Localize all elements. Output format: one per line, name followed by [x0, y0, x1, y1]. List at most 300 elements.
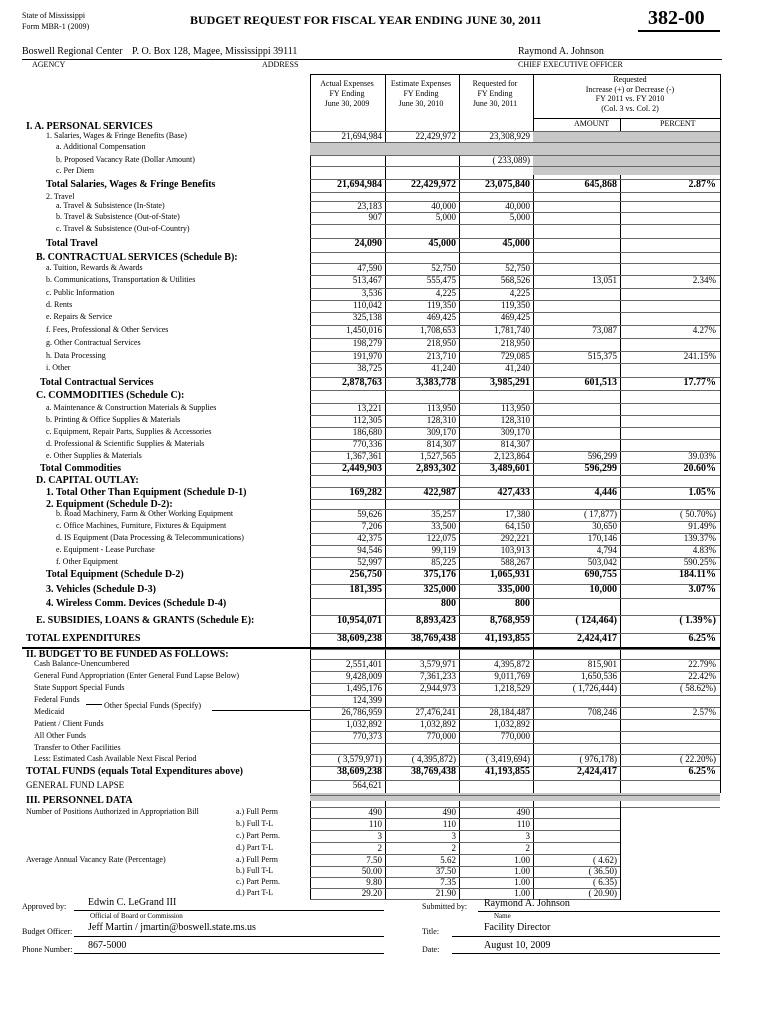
name-label: Name: [494, 912, 511, 920]
personnel-value: 21.90: [435, 888, 456, 898]
personnel-value: ( 4.62): [593, 855, 617, 865]
row-value: 2,449,903: [342, 463, 382, 474]
row-value: ( 22.20%): [680, 754, 716, 764]
row-value: 33,500: [431, 521, 456, 531]
row-value: 770,000: [426, 731, 456, 741]
row-value: 110,042: [353, 300, 382, 310]
row-value: 45,000: [428, 238, 456, 249]
row-value: 27,476,241: [415, 707, 456, 717]
personnel-value: ( 36.50): [588, 866, 617, 876]
row-value: 814,307: [500, 439, 530, 449]
row-value: 1,065,931: [490, 569, 530, 580]
row-value: 375,176: [423, 569, 456, 580]
row-value: 38,769,438: [411, 633, 456, 644]
row-label: Transfer to Other Facilities: [34, 743, 121, 752]
row-label: 4. Wireless Comm. Devices (Schedule D-4): [46, 598, 227, 609]
row-value: 10,954,071: [337, 615, 382, 626]
row-value: 170,146: [587, 533, 617, 543]
row-label: 1. Total Other Than Equipment (Schedule D-1): [46, 487, 247, 498]
row-value: 22,429,972: [415, 131, 456, 141]
row-value: 198,279: [352, 338, 382, 348]
personnel-value: 490: [368, 807, 382, 817]
row-value: 3.07%: [688, 584, 716, 595]
row-value: 73,087: [592, 325, 617, 335]
row-value: 38,609,238: [337, 633, 382, 644]
personnel-sublabel: b.) Full T-L: [236, 819, 274, 828]
row-label: E. SUBSIDIES, LOANS & GRANTS (Schedule E):: [36, 615, 255, 626]
row-label: Cash Balance-Unencumbered: [34, 659, 130, 668]
col-header-line: Actual Expenses: [320, 79, 374, 88]
row-value: 103,913: [500, 545, 530, 555]
row-value: 64,150: [505, 521, 530, 531]
personnel-value: 1.00: [514, 888, 530, 898]
row-value: 588,267: [500, 557, 530, 567]
row-value: 3,536: [361, 288, 382, 298]
ceo-label: CHIEF EXECUTIVE OFFICER: [518, 60, 623, 69]
row-value: ( 58.62%): [680, 683, 716, 693]
row-label: Total Salaries, Wages & Fringe Benefits: [46, 179, 216, 190]
address-label: ADDRESS: [262, 60, 299, 69]
row-value: 4,794: [596, 545, 617, 555]
row-label: a. Maintenance & Construction Materials & Supplies: [46, 403, 217, 412]
row-value: 38,725: [357, 363, 382, 373]
personnel-value: 50.00: [361, 866, 382, 876]
row-value: 2,123,864: [494, 451, 530, 461]
row-value: 39.03%: [688, 451, 716, 461]
row-value: ( 976,178): [579, 754, 617, 764]
row-value: 40,000: [505, 201, 530, 211]
row-value: 22.79%: [688, 659, 716, 669]
row-value: 1,218,529: [494, 683, 530, 693]
col-header-line: FY Ending: [477, 89, 513, 98]
personnel-value: 1.00: [514, 855, 530, 865]
row-value: 128,310: [426, 415, 456, 425]
personnel-value: 7.35: [440, 877, 456, 887]
positions-label: Number of Positions Authorized in Appropriation Bill: [26, 807, 199, 816]
row-value: 3,489,601: [490, 463, 530, 474]
row-value: 91.49%: [688, 521, 716, 531]
row-value: 99,119: [431, 545, 456, 555]
row-value: 1,527,565: [420, 451, 456, 461]
row-label: 2. Equipment (Schedule D-2):: [46, 499, 173, 510]
row-value: 113,950: [501, 403, 530, 413]
row-label: d. Professional & Scientific Supplies & Materials: [46, 439, 205, 448]
row-value: ( 233,089): [492, 155, 530, 165]
row-value: 596,299: [584, 463, 617, 474]
title-label: Title:: [422, 927, 440, 936]
row-value: 645,868: [584, 179, 617, 190]
row-label: 1. Salaries, Wages & Fringe Benefits (Base): [46, 131, 187, 140]
row-value: ( 50.70%): [680, 509, 716, 519]
row-value: 191,970: [352, 351, 382, 361]
row-label: Medicaid: [34, 707, 65, 716]
row-value: 815,901: [587, 659, 617, 669]
row-label: f. Fees, Professional & Other Services: [46, 325, 169, 334]
row-value: 22.42%: [688, 671, 716, 681]
col-header-change: Increase (+) or Decrease (-): [585, 84, 675, 94]
row-label: General Fund Appropriation (Enter General Fund Lapse Below): [34, 671, 240, 680]
personnel-value: 2: [377, 843, 382, 853]
officer-name: Jeff Martin / jmartin@boswell.state.ms.us: [88, 922, 256, 933]
row-value: 555,475: [426, 275, 456, 285]
row-label: a. Travel & Subsistence (In-State): [56, 201, 165, 210]
personnel-sublabel: a.) Full Perm: [236, 855, 278, 864]
form-label: Form MBR-1 (2009): [22, 22, 90, 31]
row-value: 181,395: [349, 584, 382, 595]
row-value: 2.87%: [688, 179, 716, 190]
officer-label: Budget Officer:: [22, 927, 73, 936]
row-value: 4,225: [435, 288, 456, 298]
row-value: 2,893,302: [416, 463, 456, 474]
row-value: 309,170: [500, 427, 530, 437]
row-label: c. Equipment, Repair Parts, Supplies & Accessories: [46, 427, 212, 436]
row-value: 7,361,233: [420, 671, 456, 681]
row-label: II. BUDGET TO BE FUNDED AS FOLLOWS:: [26, 649, 229, 660]
personnel-value: 3: [451, 831, 456, 841]
row-value: 2.57%: [692, 707, 716, 717]
row-label: D. CAPITAL OUTLAY:: [36, 475, 139, 486]
row-value: 5,000: [435, 212, 456, 222]
row-label: e. Other Supplies & Materials: [46, 451, 142, 460]
other-special-funds-label: Other Special Funds (Specify): [104, 701, 202, 710]
row-value: 596,299: [587, 451, 617, 461]
col-header-line: FY Ending: [329, 89, 365, 98]
row-label: h. Data Processing: [46, 351, 106, 360]
title-value: Facility Director: [484, 922, 551, 933]
row-value: 128,310: [500, 415, 530, 425]
col-header-change: (Col. 3 vs. Col. 2): [601, 103, 659, 113]
row-label: TOTAL FUNDS (equals Total Expenditures above): [26, 766, 243, 777]
row-value: 1,032,892: [346, 719, 382, 729]
row-label: g. Other Contractual Services: [46, 338, 141, 347]
date-value: August 10, 2009: [484, 940, 551, 951]
row-value: ( 3,419,694): [485, 754, 530, 764]
row-value: 218,950: [500, 338, 530, 348]
row-label: b. Communications, Transportation & Utilities: [46, 275, 196, 284]
row-value: 770,336: [352, 439, 382, 449]
col-header-line: Requested for: [472, 79, 518, 88]
row-value: 7,206: [361, 521, 382, 531]
row-label: 3. Vehicles (Schedule D-3): [46, 584, 156, 595]
row-value: 124,399: [352, 695, 382, 705]
row-value: 2.34%: [692, 275, 716, 285]
row-label: b. Road Machinery, Farm & Other Working Equipment: [56, 509, 234, 518]
row-value: ( 17,877): [584, 509, 617, 519]
row-label: TOTAL EXPENDITURES: [26, 633, 141, 644]
row-value: 45,000: [502, 238, 530, 249]
row-value: 3,383,778: [416, 377, 456, 388]
row-value: 17.77%: [683, 377, 716, 388]
personnel-value: 2: [451, 843, 456, 853]
row-value: 52,750: [431, 263, 456, 273]
personnel-value: 110: [442, 819, 456, 829]
row-value: 42,375: [357, 533, 382, 543]
row-value: 10,000: [589, 584, 617, 595]
row-label: i. Other: [46, 363, 71, 372]
row-label: d. IS Equipment (Data Processing & Telecommunications): [56, 533, 244, 542]
row-value: 28,184,487: [489, 707, 530, 717]
row-label: I. A. PERSONAL SERVICES: [26, 121, 153, 132]
row-label: b. Proposed Vacancy Rate (Dollar Amount): [56, 155, 195, 164]
row-value: 38,769,438: [411, 766, 456, 777]
row-value: 5,000: [509, 212, 530, 222]
row-value: 770,373: [352, 731, 382, 741]
row-value: 2,944,973: [420, 683, 456, 693]
row-value: 564,621: [352, 780, 382, 790]
row-value: 139.37%: [683, 533, 716, 543]
row-value: 513,467: [352, 275, 382, 285]
row-value: 47,590: [357, 263, 382, 273]
personnel-value: ( 6.35): [593, 877, 617, 887]
row-value: 325,000: [423, 584, 456, 595]
row-value: 21,694,984: [341, 131, 382, 141]
col-header-line: June 30, 2010: [398, 99, 444, 108]
row-value: 13,051: [592, 275, 617, 285]
personnel-value: 110: [516, 819, 530, 829]
personnel-value: 29.20: [361, 888, 382, 898]
row-value: 3,579,971: [420, 659, 456, 669]
row-value: 8,893,423: [416, 615, 456, 626]
row-value: 1,708,653: [420, 325, 456, 335]
row-label: e. Equipment - Lease Purchase: [56, 545, 155, 554]
col-header-line: Estimate Expenses: [390, 79, 452, 88]
row-value: 169,282: [349, 487, 382, 498]
row-value: 770,000: [500, 731, 530, 741]
personnel-value: 490: [516, 807, 530, 817]
row-value: 1,495,176: [346, 683, 382, 693]
row-value: 6.25%: [688, 633, 716, 644]
row-value: 35,257: [431, 509, 456, 519]
row-value: 590.25%: [683, 557, 716, 567]
row-value: 113,950: [427, 403, 456, 413]
row-value: 503,042: [587, 557, 617, 567]
row-value: 4,446: [594, 487, 617, 498]
row-value: 13,221: [357, 403, 382, 413]
personnel-sublabel: a.) Full Perm: [236, 807, 278, 816]
row-value: 1,781,740: [494, 325, 530, 335]
submitted-name: Raymond A. Johnson: [484, 898, 570, 909]
row-label: Federal Funds: [34, 695, 80, 704]
row-label: a. Tuition, Rewards & Awards: [46, 263, 143, 272]
personnel-value: 2: [525, 843, 530, 853]
row-value: 24,090: [354, 238, 382, 249]
personnel-sublabel: c.) Part Perm.: [236, 831, 280, 840]
row-value: 814,307: [426, 439, 456, 449]
row-value: 30,650: [592, 521, 617, 531]
row-value: ( 1.39%): [679, 615, 716, 626]
agency-label: AGENCY: [32, 60, 66, 69]
agency-name: Boswell Regional Center: [22, 46, 123, 57]
row-value: 17,380: [505, 509, 530, 519]
row-label: Total Equipment (Schedule D-2): [46, 569, 184, 580]
row-value: 515,375: [587, 351, 617, 361]
col-header-line: June 30, 2009: [324, 99, 370, 108]
row-value: 59,626: [357, 509, 382, 519]
row-value: 1,032,892: [494, 719, 530, 729]
row-value: 469,425: [426, 312, 456, 322]
row-label: GENERAL FUND LAPSE: [26, 780, 125, 790]
row-label: Total Travel: [46, 238, 98, 249]
row-value: 40,000: [431, 201, 456, 211]
row-value: 52,997: [357, 557, 382, 567]
row-value: 186,680: [352, 427, 382, 437]
submitted-label: Submitted by:: [422, 902, 468, 911]
row-label: Total Commodities: [40, 463, 122, 474]
row-value: 8,768,959: [490, 615, 530, 626]
personnel-sublabel: d.) Part T-L: [236, 843, 274, 852]
row-label: d. Rents: [46, 300, 73, 309]
date-label: Date:: [422, 945, 440, 954]
row-value: 41,240: [505, 363, 530, 373]
row-value: 1,650,536: [581, 671, 617, 681]
personnel-value: 490: [442, 807, 456, 817]
row-value: 4,395,872: [494, 659, 530, 669]
row-value: 23,308,929: [489, 131, 530, 141]
row-value: 6.25%: [688, 766, 716, 777]
row-value: 568,526: [500, 275, 530, 285]
personnel-value: 1.00: [514, 866, 530, 876]
personnel-sublabel: c.) Part Perm.: [236, 877, 280, 886]
row-value: 23,183: [357, 201, 382, 211]
agency-address: P. O. Box 128, Magee, Mississippi 39111: [132, 46, 298, 57]
row-value: 1.05%: [688, 487, 716, 498]
row-value: 52,750: [505, 263, 530, 273]
row-value: 422,987: [423, 487, 456, 498]
approved-name: Edwin C. LeGrand III: [88, 897, 177, 908]
approved-sub: Official of Board or Commission: [90, 912, 183, 920]
row-value: 41,193,855: [485, 766, 530, 777]
state-label: State of Mississippi: [22, 11, 86, 20]
row-value: ( 3,579,971): [337, 754, 382, 764]
personnel-value: 3: [525, 831, 530, 841]
row-value: 4,225: [509, 288, 530, 298]
personnel-value: 3: [377, 831, 382, 841]
row-value: 184.11%: [679, 569, 716, 580]
phone-label: Phone Number:: [22, 945, 73, 954]
row-label: f. Other Equipment: [56, 557, 118, 566]
row-value: 26,786,959: [341, 707, 382, 717]
row-value: 9,428,009: [346, 671, 382, 681]
row-value: 21,694,984: [337, 179, 382, 190]
row-value: 4.27%: [692, 325, 716, 335]
personnel-value: ( 20.90): [588, 888, 617, 898]
personnel-value: 7.50: [366, 855, 382, 865]
personnel-value: 37.50: [435, 866, 456, 876]
row-value: 427,433: [497, 487, 530, 498]
row-value: 41,193,855: [485, 633, 530, 644]
row-label: All Other Funds: [34, 731, 86, 740]
row-label: B. CONTRACTUAL SERVICES (Schedule B):: [36, 252, 238, 263]
ceo-name: Raymond A. Johnson: [518, 46, 604, 57]
row-value: 94,546: [357, 545, 382, 555]
row-label: c. Travel & Subsistence (Out-of-Country): [56, 224, 190, 233]
row-value: 907: [368, 212, 382, 222]
row-value: 218,950: [426, 338, 456, 348]
row-value: 213,710: [426, 351, 456, 361]
row-value: 4.83%: [692, 545, 716, 555]
row-value: 23,075,840: [485, 179, 530, 190]
row-value: 309,170: [426, 427, 456, 437]
row-value: ( 124,464): [575, 615, 617, 626]
col-header-change: Requested: [613, 75, 647, 84]
row-label: Total Contractual Services: [40, 377, 154, 388]
row-value: 122,075: [426, 533, 456, 543]
row-label: 2. Travel: [46, 192, 75, 201]
row-value: ( 4,395,872): [411, 754, 456, 764]
row-value: 469,425: [500, 312, 530, 322]
row-value: 292,221: [500, 533, 530, 543]
personnel-sublabel: d.) Part T-L: [236, 888, 274, 897]
row-value: ( 1,726,444): [572, 683, 617, 693]
row-value: 729,085: [500, 351, 530, 361]
personnel-sublabel: b.) Full T-L: [236, 866, 274, 875]
approved-label: Approved by:: [22, 902, 67, 911]
row-label: a. Additional Compensation: [56, 142, 146, 151]
row-label: Patient / Client Funds: [34, 719, 104, 728]
row-value: 690,755: [584, 569, 617, 580]
row-value: 1,450,016: [346, 325, 382, 335]
row-value: 3,985,291: [490, 377, 530, 388]
row-label: e. Repairs & Service: [46, 312, 113, 321]
col-header-line: FY Ending: [403, 89, 439, 98]
row-value: 119,350: [501, 300, 530, 310]
row-value: 2,551,401: [346, 659, 382, 669]
row-label: C. COMMODITIES (Schedule C):: [36, 390, 185, 401]
row-value: 708,246: [587, 707, 617, 717]
row-label: b. Travel & Subsistence (Out-of-State): [56, 212, 180, 221]
row-value: 1,032,892: [420, 719, 456, 729]
amount-header: AMOUNT: [574, 119, 610, 128]
row-value: 601,513: [584, 377, 617, 388]
row-value: 800: [515, 598, 530, 609]
personnel-value: 1.00: [514, 877, 530, 887]
row-label: Less: Estimated Cash Available Next Fiscal Period: [34, 754, 197, 763]
row-label: c. Per Diem: [56, 166, 94, 175]
row-value: 335,000: [497, 584, 530, 595]
row-value: 85,225: [431, 557, 456, 567]
row-label: c. Public Information: [46, 288, 115, 297]
row-value: 2,424,417: [577, 766, 617, 777]
row-label: State Support Special Funds: [34, 683, 125, 692]
row-label: c. Office Machines, Furniture, Fixtures & Equipment: [56, 521, 227, 530]
row-value: 20.60%: [683, 463, 716, 474]
vacancy-rate-label: Average Annual Vacancy Rate (Percentage): [26, 855, 166, 864]
row-label: III. PERSONNEL DATA: [26, 795, 133, 806]
budget-code: 382-00: [648, 7, 705, 29]
personnel-value: 110: [368, 819, 382, 829]
row-value: 2,878,763: [342, 377, 382, 388]
row-value: 2,424,417: [577, 633, 617, 644]
personnel-value: 9.80: [366, 877, 382, 887]
personnel-value: 5.62: [440, 855, 456, 865]
row-label: b. Printing & Office Supplies & Materials: [46, 415, 181, 424]
row-value: 9,011,769: [494, 671, 530, 681]
col-header-change: FY 2011 vs. FY 2010: [595, 94, 665, 103]
row-value: 112,305: [353, 415, 382, 425]
phone-value: 867-5000: [88, 940, 127, 951]
row-value: 119,350: [427, 300, 456, 310]
row-value: 241.15%: [683, 351, 716, 361]
row-value: 41,240: [431, 363, 456, 373]
row-value: 1,367,361: [346, 451, 382, 461]
col-header-line: June 30, 2011: [472, 99, 518, 108]
row-value: 325,138: [352, 312, 382, 322]
page-title: BUDGET REQUEST FOR FISCAL YEAR ENDING JUNE 30, 2011: [190, 13, 542, 27]
row-value: 800: [441, 598, 456, 609]
row-value: 22,429,972: [411, 179, 456, 190]
percent-header: PERCENT: [660, 119, 696, 128]
row-value: 38,609,238: [337, 766, 382, 777]
